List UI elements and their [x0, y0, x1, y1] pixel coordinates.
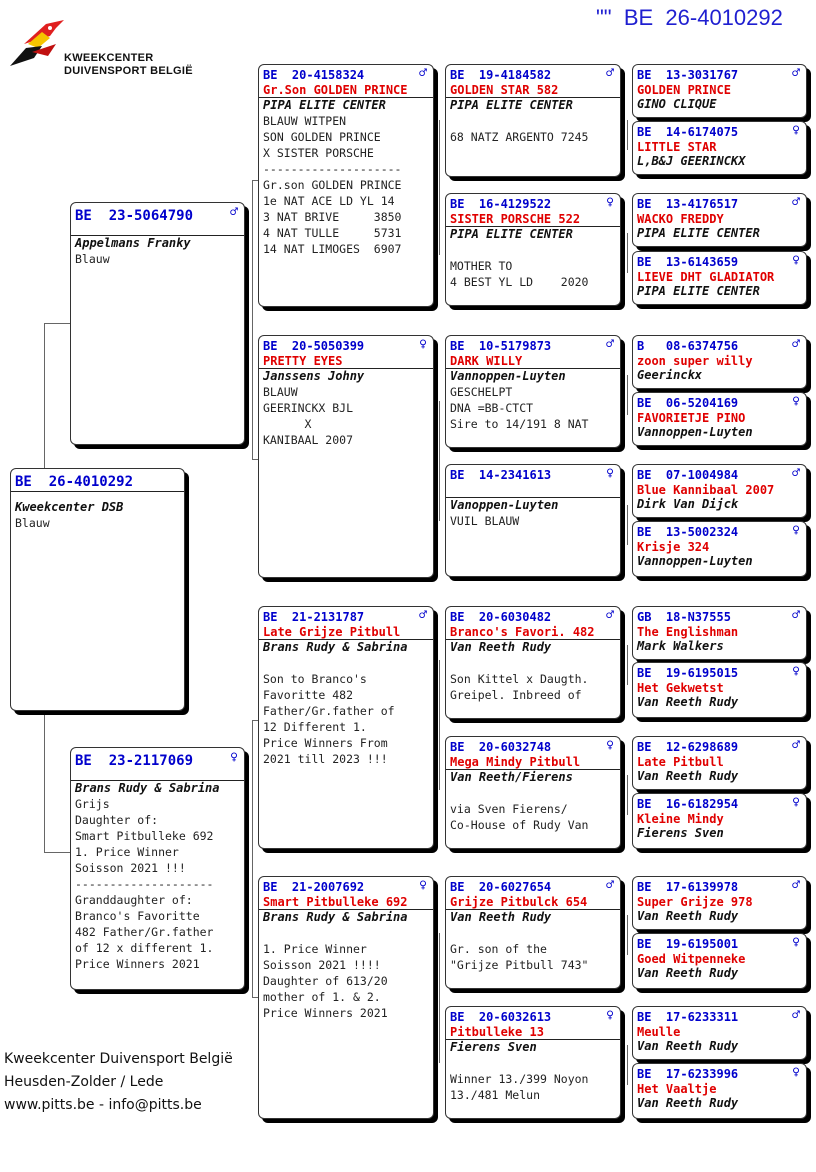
pigeon-name: The Englishman [637, 625, 739, 639]
ring-number: BE 20-6032613 ♀ [450, 1008, 614, 1024]
owner: Van Reeth Rudy [637, 909, 739, 923]
info-line: Price Winners From [263, 736, 388, 750]
owner: GINO CLIQUE [637, 97, 717, 111]
info-line: GEERINCKX BJL [263, 401, 354, 415]
male-icon: ♂ [792, 66, 800, 81]
connector [627, 775, 628, 815]
pigeon-card-dam[interactable] [70, 747, 245, 990]
connector [439, 933, 440, 1063]
male-icon: ♂ [606, 878, 614, 893]
female-icon: ♀ [792, 795, 800, 810]
owner: PIPA ELITE CENTER [446, 226, 620, 242]
ring-number: BE 14-2341613 ♀ [450, 466, 614, 482]
footer [4, 1048, 233, 1117]
pigeon-name: Blue Kannibaal 2007 [637, 483, 775, 497]
info-line: VUIL BLAUW [450, 514, 520, 528]
ring-number: BE 17-6139978 ♂ [637, 878, 800, 894]
owner: Kweekcenter DSB [15, 500, 124, 514]
pigeon-card-sire[interactable] [70, 202, 245, 445]
pigeon-card-dss[interactable] [445, 606, 621, 719]
male-icon: ♂ [792, 337, 800, 352]
info-line [446, 1055, 620, 1071]
pigeon-card-g4[interactable] [632, 251, 807, 305]
pigeon-card-g5[interactable] [632, 335, 807, 389]
male-icon: ♂ [792, 608, 800, 623]
pigeon-card-ss[interactable] [258, 64, 434, 307]
ring-number: BE 19-6195015 ♀ [637, 664, 800, 680]
info-line: Blauw [15, 516, 50, 530]
info-line: Granddaughter of: [75, 893, 193, 907]
info-line: 1. Price Winner [263, 942, 367, 956]
info-line: BLAUW [263, 385, 298, 399]
info-line: Favoritte 482 [263, 688, 354, 702]
pigeon-name: Branco's Favori. 482 [450, 625, 595, 639]
pigeon-card-sd[interactable] [258, 335, 434, 578]
pigeon-card-g14[interactable] [632, 933, 807, 989]
info-line: 14 NAT LIMOGES 6907 [263, 242, 402, 256]
pigeon-card-ddd[interactable] [445, 1006, 621, 1119]
connector [627, 645, 628, 685]
info-line: mother of 1. & 2. [263, 990, 381, 1004]
pigeon-name: Pitbulleke 13 [450, 1025, 544, 1039]
info-line: Soisson 2021 !!!! [263, 958, 381, 972]
ring-number: BE 20-4158324 ♂ [263, 66, 427, 82]
owner: Brans Rudy & Sabrina [259, 639, 433, 655]
pigeon-card-ssd[interactable] [445, 193, 621, 306]
pigeon-card-dds[interactable] [445, 876, 621, 989]
owner: Fierens Sven [446, 1039, 620, 1055]
logo-text-1: KWEEKCENTER [64, 52, 154, 64]
male-icon: ♂ [792, 466, 800, 481]
ring-number: BE 16-4129522 ♀ [450, 195, 614, 211]
info-line: 4 BEST YL LD 2020 [450, 275, 589, 289]
owner: PIPA ELITE CENTER [446, 97, 620, 113]
info-line: of 12 x different 1. [75, 941, 214, 955]
female-icon: ♀ [792, 123, 800, 138]
owner: Janssens Johny [259, 368, 433, 384]
owner: Mark Walkers [637, 639, 724, 653]
owner: Van Reeth Rudy [637, 769, 739, 783]
male-icon: ♂ [419, 608, 427, 623]
male-icon: ♂ [606, 66, 614, 81]
pigeon-name: Mega Mindy Pitbull [450, 755, 581, 769]
ring-number: BE 07-1004984 ♂ [637, 466, 800, 482]
info-line: GESCHELPT [450, 385, 513, 399]
info-line: "Grijze Pitbull 743" [450, 958, 589, 972]
male-icon: ♂ [792, 1008, 800, 1023]
pigeon-card-g16[interactable] [632, 1063, 807, 1119]
owner: Van Reeth Rudy [446, 639, 620, 655]
pigeon-name: GOLDEN STAR 582 [450, 83, 559, 97]
pigeon-name: Grijze Pitbulck 654 [450, 895, 588, 909]
footer-location: Heusden-Zolder / Lede [4, 1074, 164, 1090]
info-line: 12 Different 1. [263, 720, 367, 734]
owner: Dirk Van Dijck [637, 497, 739, 511]
pigeon-card-g15[interactable] [632, 1006, 807, 1060]
info-line: Daughter of: [75, 813, 159, 827]
pigeon-card-subject[interactable] [10, 468, 185, 711]
info-line [446, 242, 620, 258]
info-line: DNA =BB-CTCT [450, 401, 534, 415]
pigeon-card-g7[interactable] [632, 464, 807, 518]
female-icon: ♀ [606, 1008, 614, 1023]
info-line: 68 NATZ ARGENTO 7245 [450, 130, 589, 144]
female-icon: ♀ [792, 394, 800, 409]
owner: Vannoppen-Luyten [446, 368, 620, 384]
ring-number: BE 23-2117069 ♀ [71, 748, 244, 781]
owner: PIPA ELITE CENTER [637, 226, 760, 240]
female-icon: ♀ [230, 750, 238, 765]
pigeon-card-sdd[interactable] [445, 464, 621, 577]
owner: Brans Rudy & Sabrina [75, 781, 220, 795]
ring-number: BE 17-6233996 ♀ [637, 1065, 800, 1081]
info-line: 4 NAT TULLE 5731 [263, 226, 402, 240]
pigeon-name: Kleine Mindy [637, 812, 724, 826]
owner: Van Reeth Rudy [446, 909, 620, 925]
pigeon-card-g9[interactable] [632, 606, 807, 660]
male-icon: ♂ [792, 195, 800, 210]
logo-text-2: DUIVENSPORT BELGIË [64, 65, 193, 77]
pigeon-card-g1[interactable] [632, 64, 807, 118]
connector [439, 120, 440, 255]
info-line: MOTHER TO [450, 259, 513, 273]
pigeon-card-sds[interactable] [445, 335, 621, 448]
info-line: Grijs [75, 797, 110, 811]
owner: Van Reeth/Fierens [446, 769, 620, 785]
ring-number: BE 10-5179873 ♂ [450, 337, 614, 353]
ring-number: BE 14-6174075 ♀ [637, 123, 800, 139]
ring-number: BE 20-6030482 ♂ [450, 608, 614, 624]
pigeon-name: WACKO FREDDY [637, 212, 724, 226]
pigeon-name: DARK WILLY [450, 354, 523, 368]
pigeon-card-g13[interactable] [632, 876, 807, 930]
male-icon: ♂ [230, 205, 238, 220]
ring-number: BE 13-3031767 ♂ [637, 66, 800, 82]
connector [44, 852, 71, 853]
pigeon-card-g12[interactable] [632, 793, 807, 849]
owner: Vannoppen-Luyten [637, 425, 753, 439]
pigeon-card-g8[interactable] [632, 521, 807, 577]
connector [44, 323, 71, 324]
info-line: Soisson 2021 !!! [75, 861, 186, 875]
connector [627, 375, 628, 415]
info-line: Daughter of 613/20 [263, 974, 388, 988]
owner: Geerinckx [637, 368, 703, 382]
ring-number: B 08-6374756 ♂ [637, 337, 800, 353]
pigeon-name: PRETTY EYES [263, 354, 343, 368]
male-icon: ♂ [792, 738, 800, 753]
info-line: Smart Pitbulleke 692 [75, 829, 214, 843]
female-icon: ♀ [792, 935, 800, 950]
ring-number: BE 16-6182954 ♀ [637, 795, 800, 811]
ring-number: BE 17-6233311 ♂ [637, 1008, 800, 1024]
pigeon-card-g6[interactable] [632, 392, 807, 446]
connector [252, 180, 253, 460]
owner: Appelmans Franky [75, 236, 191, 250]
pigeon-logo-icon [6, 14, 66, 76]
female-icon: ♀ [792, 253, 800, 268]
info-line [259, 655, 433, 671]
pigeon-card-sss[interactable] [445, 64, 621, 177]
info-line: -------------------- [263, 162, 402, 176]
footer-contact-link[interactable]: www.pitts.be - info@pitts.be [4, 1097, 202, 1113]
pigeon-name: FAVORIETJE PINO [637, 411, 746, 425]
info-line: 1. Price Winner [75, 845, 179, 859]
female-icon: ♀ [792, 1065, 800, 1080]
female-icon: ♀ [606, 738, 614, 753]
connector [627, 505, 628, 545]
pigeon-name: Goed Witpenneke [637, 952, 746, 966]
pigeon-name: Gr.Son GOLDEN PRINCE [263, 83, 408, 97]
ring-number: BE 20-6032748 ♀ [450, 738, 614, 754]
pigeon-name: Krisje 324 [637, 540, 710, 554]
pigeon-card-dd[interactable] [258, 876, 434, 1119]
pigeon-name: LIEVE DHT GLADIATOR [637, 270, 775, 284]
info-line: SON GOLDEN PRINCE [263, 130, 381, 144]
footer-company: Kweekcenter Duivensport België [4, 1051, 233, 1067]
pigeon-name: Smart Pitbulleke 692 [263, 895, 408, 909]
ring-number: BE 19-6195001 ♀ [637, 935, 800, 951]
owner: Van Reeth Rudy [637, 1039, 739, 1053]
info-line [259, 925, 433, 941]
info-line: Sire to 14/191 8 NAT [450, 417, 589, 431]
pigeon-card-g3[interactable] [632, 193, 807, 247]
connector [627, 233, 628, 273]
ring-number: BE 19-4184582 ♂ [450, 66, 614, 82]
connector [627, 915, 628, 955]
owner: PIPA ELITE CENTER [259, 97, 433, 113]
ring-number: BE 20-6027654 ♂ [450, 878, 614, 894]
connector [439, 660, 440, 790]
ring-number: BE 21-2131787 ♂ [263, 608, 427, 624]
female-icon: ♀ [606, 466, 614, 481]
info-line: Branco's Favoritte [75, 909, 200, 923]
info-line: BLAUW WITPEN [263, 114, 347, 128]
info-line: 2021 till 2023 !!! [263, 752, 388, 766]
female-icon: ♀ [792, 523, 800, 538]
owner: Brans Rudy & Sabrina [259, 909, 433, 925]
info-line: 3 NAT BRIVE 3850 [263, 210, 402, 224]
ring-number: BE 26-4010292 [11, 469, 184, 492]
pigeon-name: Late Grijze Pitbull [263, 625, 401, 639]
connector [627, 1045, 628, 1085]
ring-number: BE 06-5204169 ♀ [637, 394, 800, 410]
info-line: 482 Father/Gr.father [75, 925, 214, 939]
info-line: Blauw [75, 252, 110, 266]
female-icon: ♀ [792, 664, 800, 679]
info-line: Son to Branco's [263, 672, 367, 686]
ring-number: BE 13-4176517 ♂ [637, 195, 800, 211]
male-icon: ♂ [606, 337, 614, 352]
connector [439, 401, 440, 521]
pigeon-name: Het Gekwetst [637, 681, 724, 695]
owner: Fierens Sven [637, 826, 724, 840]
info-line: Gr. son of the [450, 942, 547, 956]
pigeon-name: SISTER PORSCHE 522 [450, 212, 581, 226]
pigeon-name: Meulle [637, 1025, 681, 1039]
pigeon-name: zoon super willy [637, 354, 753, 368]
pigeon-name: GOLDEN PRINCE [637, 83, 731, 97]
info-line: Winner 13./399 Noyon [450, 1072, 589, 1086]
connector [627, 120, 628, 150]
info-line: Greipel. Inbreed of [450, 688, 582, 702]
pedigree-title: "" BE 26-4010292 [596, 5, 783, 30]
info-line [446, 113, 620, 129]
ring-number: BE 13-6143659 ♀ [637, 253, 800, 269]
female-icon: ♀ [606, 195, 614, 210]
female-icon: ♀ [419, 878, 427, 893]
owner: Van Reeth Rudy [637, 966, 739, 980]
info-line: -------------------- [75, 877, 214, 891]
male-icon: ♂ [606, 608, 614, 623]
pigeon-name: Super Grijze 978 [637, 895, 753, 909]
ring-number: GB 18-N37555 ♂ [637, 608, 800, 624]
info-line: Co-House of Rudy Van [450, 818, 589, 832]
logo [6, 14, 206, 84]
owner: Van Reeth Rudy [637, 695, 739, 709]
info-line [446, 785, 620, 801]
connector [252, 720, 253, 998]
pigeon-card-ds[interactable] [258, 606, 434, 849]
info-line: via Sven Fierens/ [450, 802, 568, 816]
pigeon-name: Late Pitbull [637, 755, 724, 769]
info-line: Son Kittel x Daugth. [450, 672, 589, 686]
female-icon: ♀ [419, 337, 427, 352]
owner: Van Reeth Rudy [637, 1096, 739, 1110]
pigeon-name: LITTLE STAR [637, 140, 717, 154]
ring-number: BE 23-5064790 ♂ [71, 203, 244, 236]
info-line: Price Winners 2021 [263, 1006, 388, 1020]
info-line: 13./481 Melun [450, 1088, 541, 1102]
owner: Vannoppen-Luyten [637, 554, 753, 568]
info-line: Father/Gr.father of [263, 704, 395, 718]
pigeon-card-g10[interactable] [632, 662, 807, 718]
info-line [446, 925, 620, 941]
ring-number: BE 20-5050399 ♀ [263, 337, 427, 353]
info-line: 1e NAT ACE LD YL 14 [263, 194, 395, 208]
info-line [446, 655, 620, 671]
owner: Vanoppen-Luyten [446, 497, 620, 513]
pigeon-card-dsd[interactable] [445, 736, 621, 849]
info-line: KANIBAAL 2007 [263, 433, 354, 447]
owner: L,B&J GEERINCKX [637, 154, 746, 168]
info-line: Price Winners 2021 [75, 957, 200, 971]
ring-number: BE 13-5002324 ♀ [637, 523, 800, 539]
info-line: Gr.son GOLDEN PRINCE [263, 178, 402, 192]
male-icon: ♂ [792, 878, 800, 893]
male-icon: ♂ [419, 66, 427, 81]
info-line: X SISTER PORSCHE [263, 146, 374, 160]
info-line: X [263, 417, 312, 431]
ring-number: BE 21-2007692 ♀ [263, 878, 427, 894]
pigeon-card-g2[interactable] [632, 121, 807, 175]
ring-number: BE 12-6298689 ♂ [637, 738, 800, 754]
owner: PIPA ELITE CENTER [637, 284, 760, 298]
pigeon-name: Het Vaaltje [637, 1082, 717, 1096]
pigeon-card-g11[interactable] [632, 736, 807, 790]
